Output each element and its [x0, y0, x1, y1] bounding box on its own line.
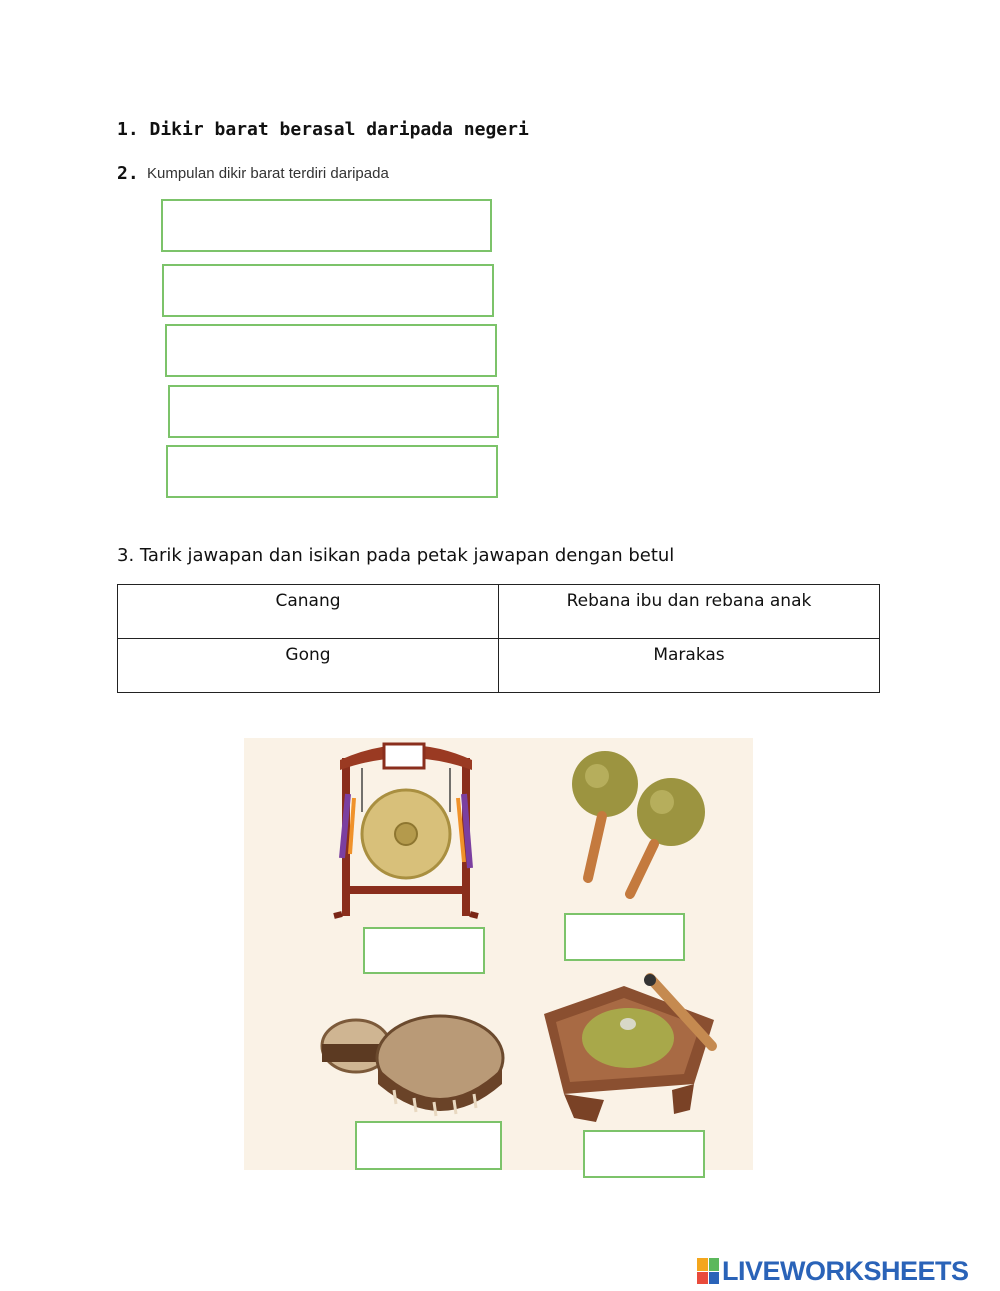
answer-box-2a[interactable] [161, 199, 492, 252]
gong-icon [334, 744, 478, 916]
rebana-icon [322, 1016, 503, 1116]
maracas-icon [572, 751, 705, 894]
answer-box-rebana[interactable] [355, 1121, 502, 1170]
question-2-number: 2. [117, 163, 139, 184]
answer-box-canang[interactable] [583, 1130, 705, 1178]
word-gong[interactable]: Gong [118, 639, 499, 693]
answer-box-2c[interactable] [165, 324, 497, 377]
question-1: 1. Dikir barat berasal daripada negeri [117, 119, 529, 140]
liveworksheets-logo [697, 1256, 969, 1286]
canang-icon [544, 974, 714, 1122]
word-marakas[interactable]: Marakas [499, 639, 880, 693]
answer-box-2b[interactable] [162, 264, 494, 317]
answer-box-maracas[interactable] [564, 913, 685, 961]
answer-box-2e[interactable] [166, 445, 498, 498]
answer-box-2d[interactable] [168, 385, 499, 438]
word-canang[interactable]: Canang [118, 585, 499, 639]
answer-box-gong[interactable] [363, 927, 485, 974]
logo-text: LIVEWORKSHEETS [722, 1255, 969, 1286]
logo-cube-icon [697, 1258, 719, 1284]
word-rebana[interactable]: Rebana ibu dan rebana anak [499, 585, 880, 639]
question-3: 3. Tarik jawapan dan isikan pada petak jawapan dengan betul [117, 545, 675, 566]
question-2-text: Kumpulan dikir barat terdiri daripada [147, 165, 389, 182]
word-bank-table [117, 584, 880, 693]
